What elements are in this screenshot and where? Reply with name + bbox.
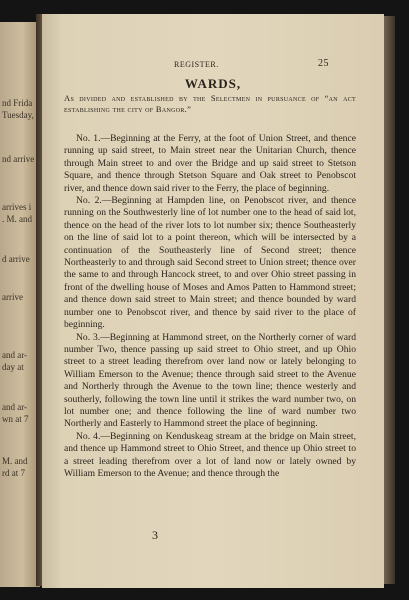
facing-page-text: and ar- bbox=[2, 350, 28, 360]
facing-page-text: nd arrive bbox=[2, 154, 35, 164]
page-number: 25 bbox=[318, 58, 329, 69]
ward-paragraph: No. 1.—Beginning at the Ferry, at the foot of Union Street, and thence running up said street, to Main street near the Unitarian Church, thence through Main street to and over the Bridge and up said street to Stetson Square, and thence through Stetson Square and Oak street to Penobscot river, and thence down said river to the Ferry, the place of beginning. bbox=[64, 133, 356, 194]
page-edge bbox=[383, 16, 395, 584]
facing-page-text: rd at 7 bbox=[2, 468, 25, 478]
ward-paragraph: No. 2.—Beginning at Hampden line, on Penobscot river, and thence running on the Southwesterly line of lot number one to the head of said lot, thence on the head of the river lots to lot number six; thence Southeasterly on the line of said lot to a point thereon, which will be intersected by a continuation of the Southeasterly line of Second street; thence Northeasterly to and through said Second street to Union street; thence over the same to and through Hancock street, to and over Ohio street passing in front of the dwelling house of Moses and Amos Patten to Hammond street; and thence down said street to Main street; and thence bounded by ward number one to Penobscot river, and thence by said river to the place of beginning. bbox=[64, 195, 356, 331]
facing-page-text: Tuesday, bbox=[2, 110, 34, 120]
page-body bbox=[64, 133, 356, 480]
facing-page-text: arrive bbox=[2, 292, 23, 302]
section-subtitle: As divided and established by the Selectmen in pursuance of “an act establishing the city of Bangor.” bbox=[64, 93, 356, 114]
facing-page-text: . M. and bbox=[2, 214, 32, 224]
facing-page-fragment bbox=[0, 22, 40, 587]
ward-paragraph: No. 4.—Beginning on Kenduskeag stream at the bridge on Main street, and thence up Hammond street to Ohio Street, and thence up Ohio street to a street leading therefrom over a lot of land now or lately owned by William Emerson to the Avenue; and thence through the bbox=[64, 430, 356, 479]
running-title: REGISTER. bbox=[174, 60, 219, 69]
book-page bbox=[42, 14, 384, 588]
facing-page-text: nd Frida bbox=[2, 98, 33, 108]
facing-page-text: wn at 7 bbox=[2, 414, 29, 424]
section-title: WARDS, bbox=[184, 76, 242, 91]
facing-page-text: M. and bbox=[2, 456, 28, 466]
signature-mark: 3 bbox=[152, 528, 158, 542]
facing-page-text: and ar- bbox=[2, 402, 28, 412]
ward-paragraph: No. 3.—Beginning at Hammond street, on the Northerly corner of ward number Two, thence passing up said street to Ohio street, and up Ohio street to a street leading therefrom over land now or lately belonging to William Emerson to the Avenue; thence through said street to the Avenue and Northerly through the Avenue to the town line; thence westerly and southerly, following the town line until it strikes the ward number two, on lot number one; and thence following the line of ward number two Northerly and Easterly to Hammond street the place of beginning. bbox=[64, 331, 356, 430]
facing-page-text: arrives i bbox=[2, 202, 32, 212]
facing-page-text: day at bbox=[2, 362, 24, 372]
facing-page-text: d arrive bbox=[2, 254, 30, 264]
